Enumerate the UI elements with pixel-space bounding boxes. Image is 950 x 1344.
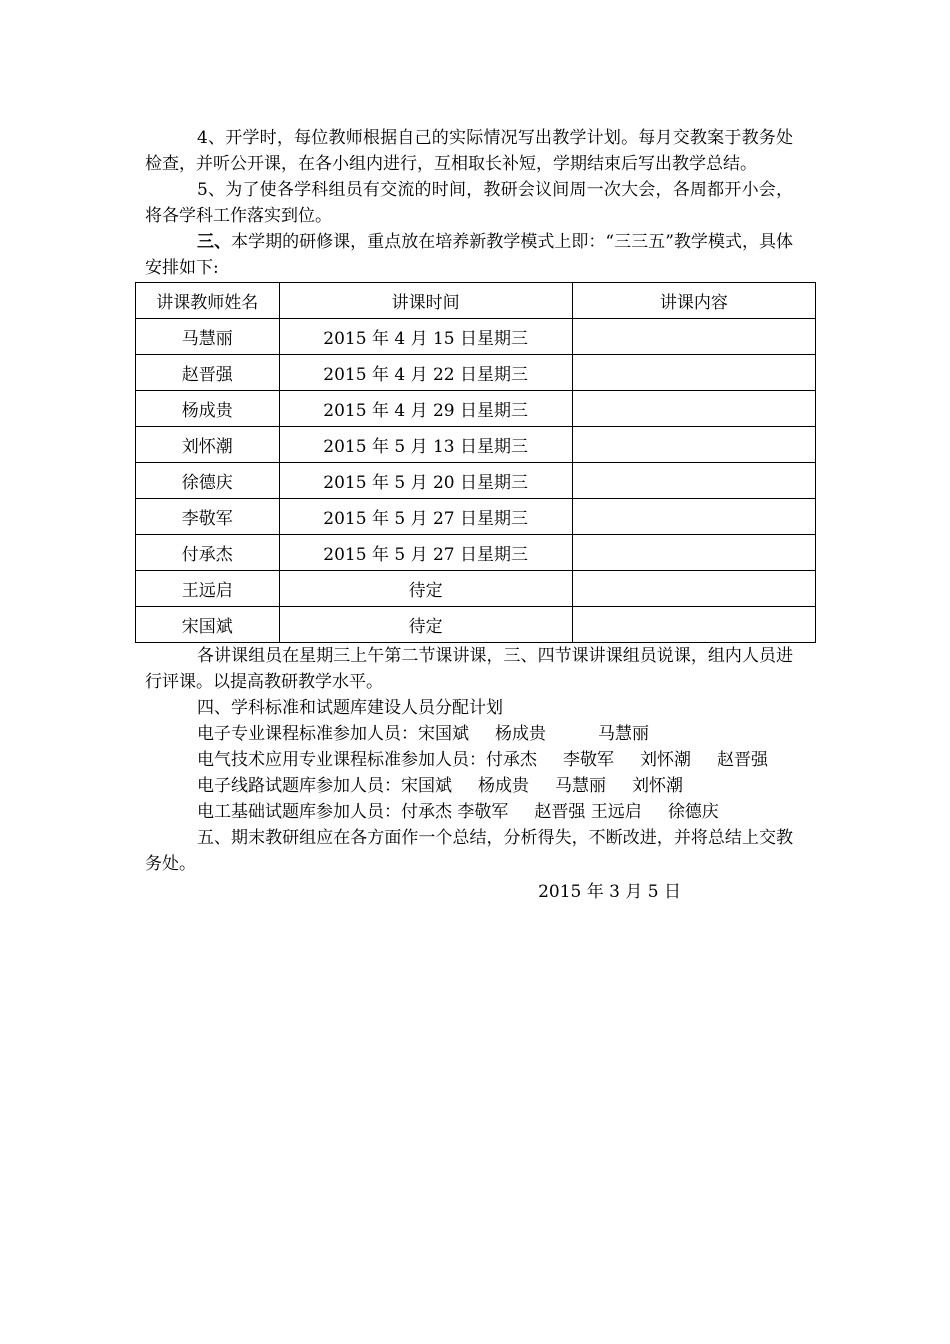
- cell-teacher-name: 徐德庆: [136, 463, 280, 499]
- lecture-schedule-table: [135, 282, 816, 643]
- header-teacher-name: 讲课教师姓名: [136, 283, 280, 319]
- cell-lecture-content: [572, 571, 815, 607]
- cell-teacher-name: 杨成贵: [136, 391, 280, 427]
- cell-lecture-time: 2015 年 5 月 20 日星期三: [279, 463, 572, 499]
- table-row: [136, 607, 816, 643]
- line-label: 电气技术应用专业课程标准参加人员：: [197, 750, 486, 770]
- person-name: 付承杰: [401, 802, 452, 822]
- person-name: 李敬军: [457, 802, 509, 822]
- cell-lecture-content: [572, 535, 815, 571]
- line-label: 电子专业课程标准参加人员：: [197, 724, 418, 744]
- table-row: [136, 319, 816, 355]
- line-label: 电工基础试题库参加人员：: [197, 802, 401, 822]
- cell-lecture-content: [572, 319, 815, 355]
- cell-teacher-name: 王远启: [136, 571, 280, 607]
- document-date: 2015 年 3 月 5 日: [538, 882, 681, 902]
- person-name: 徐德庆: [667, 802, 719, 822]
- table-row: [136, 355, 816, 391]
- line-label: 电子线路试题库参加人员：: [197, 776, 401, 796]
- circuit-question-bank-line: [145, 773, 793, 799]
- cell-lecture-content: [572, 427, 815, 463]
- cell-teacher-name: 赵晋强: [136, 355, 280, 391]
- person-name: 马慧丽: [598, 724, 649, 744]
- cell-lecture-time: 待定: [279, 607, 572, 643]
- after-table-paragraph: 各讲课组员在星期三上午第二节课讲课，三、四节课讲课组员说课，组内人员进行评课。以提高教研教学水平。: [145, 646, 793, 692]
- table-row: [136, 391, 816, 427]
- document-page: [145, 125, 793, 905]
- person-name: 王远启: [590, 802, 642, 822]
- paragraph-4: 4、开学时，每位教师根据自己的实际情况写出教学计划。每月交教案于教务处检查，并听公开课，在各小组内进行，互相取长补短，学期结束后写出教学总结。: [145, 128, 793, 174]
- cell-lecture-time: 2015 年 4 月 22 日星期三: [279, 355, 572, 391]
- cell-lecture-content: [572, 355, 815, 391]
- cell-lecture-content: [572, 499, 815, 535]
- person-name: 刘怀潮: [640, 750, 691, 770]
- paragraph-5: 5、为了使各学科组员有交流的时间，教研会议间周一次大会，各周都开小会，将各学科工作落实到位。: [145, 180, 793, 226]
- cell-teacher-name: 刘怀潮: [136, 427, 280, 463]
- header-lecture-content: 讲课内容: [572, 283, 815, 319]
- person-name: 刘怀潮: [632, 776, 683, 796]
- person-name: 赵晋强: [717, 750, 768, 770]
- cell-lecture-content: [572, 391, 815, 427]
- cell-lecture-time: 2015 年 5 月 27 日星期三: [279, 535, 572, 571]
- cell-lecture-time: 2015 年 4 月 29 日星期三: [279, 391, 572, 427]
- table-row: [136, 427, 816, 463]
- table-row: [136, 571, 816, 607]
- cell-lecture-time: 2015 年 4 月 15 日星期三: [279, 319, 572, 355]
- cell-teacher-name: 李敬军: [136, 499, 280, 535]
- section-3-heading: 三、: [197, 232, 232, 252]
- electronics-standard-line: [145, 721, 793, 747]
- table-row: [136, 499, 816, 535]
- table-row: [136, 535, 816, 571]
- person-name: 马慧丽: [555, 776, 606, 796]
- person-name: 宋国斌: [401, 776, 452, 796]
- section-5-paragraph: 五、期末教研组应在各方面作一个总结，分析得失，不断改进，并将总结上交教务处。: [145, 828, 793, 874]
- header-lecture-time: 讲课时间: [279, 283, 572, 319]
- section-3-text: 本学期的研修课，重点放在培养新教学模式上即：“三三五”教学模式，具体安排如下:: [145, 232, 794, 278]
- person-name: 赵晋强: [534, 802, 586, 822]
- person-name: 杨成贵: [478, 776, 529, 796]
- person-name: 杨成贵: [495, 724, 546, 744]
- cell-teacher-name: 付承杰: [136, 535, 280, 571]
- electrical-standard-line: [145, 747, 793, 773]
- cell-lecture-content: [572, 463, 815, 499]
- person-name: 李敬军: [563, 750, 614, 770]
- cell-lecture-time: 2015 年 5 月 13 日星期三: [279, 427, 572, 463]
- section-4-heading: 四、学科标准和试题库建设人员分配计划: [197, 698, 503, 718]
- electrical-basics-question-bank-line: [145, 799, 793, 825]
- table-row: [136, 463, 816, 499]
- paragraph-section-3: [145, 229, 793, 281]
- table-header-row: [136, 283, 816, 319]
- cell-lecture-content: [572, 607, 815, 643]
- person-name: 宋国斌: [418, 724, 469, 744]
- cell-teacher-name: 马慧丽: [136, 319, 280, 355]
- cell-teacher-name: 宋国斌: [136, 607, 280, 643]
- cell-lecture-time: 2015 年 5 月 27 日星期三: [279, 499, 572, 535]
- person-name: 付承杰: [486, 750, 537, 770]
- cell-lecture-time: 待定: [279, 571, 572, 607]
